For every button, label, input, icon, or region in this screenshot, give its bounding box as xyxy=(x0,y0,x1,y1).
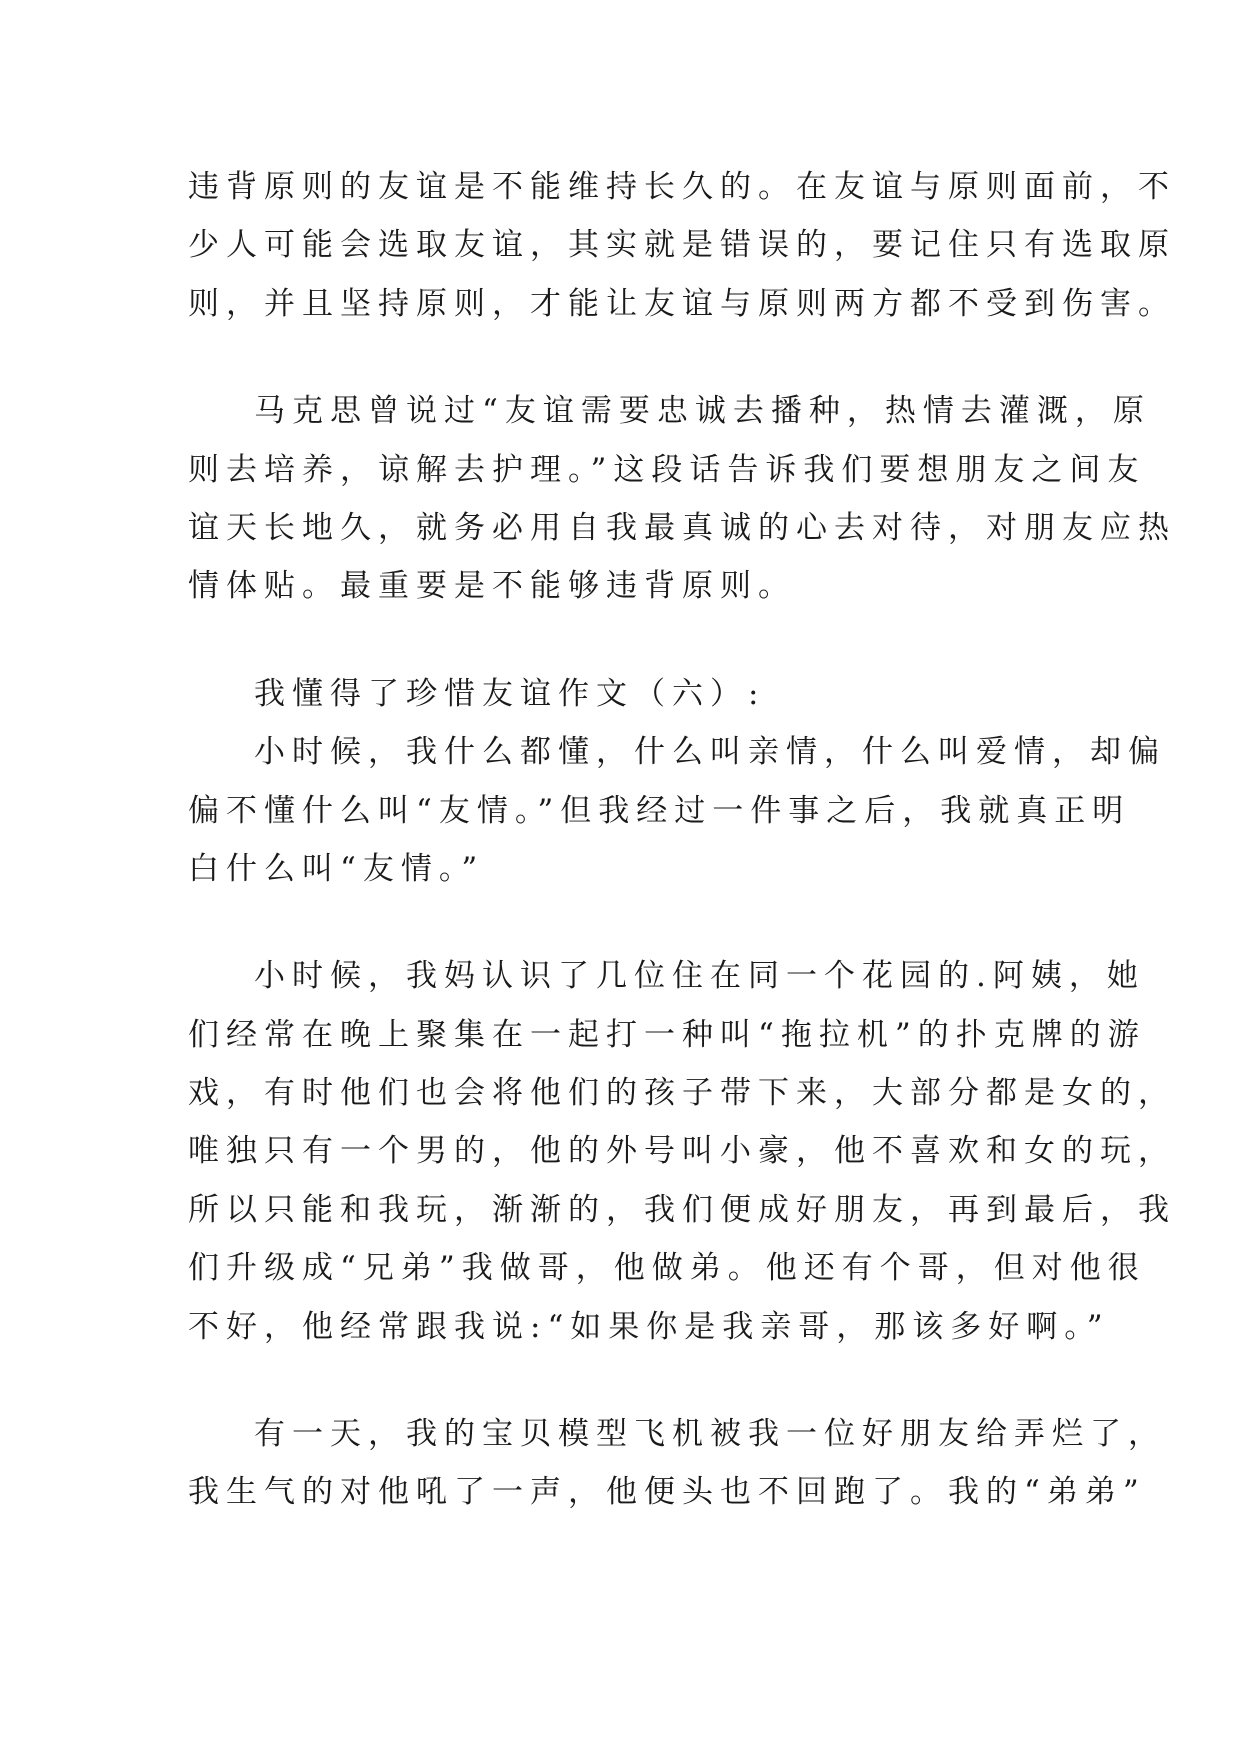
paragraph-spacer xyxy=(188,616,1068,665)
paragraph-spacer xyxy=(188,333,1068,382)
paragraph-2 xyxy=(188,382,1176,616)
paragraph-line: 戏，有时他们也会将他们的孩子带下来，大部分都是女的， xyxy=(188,1075,1176,1112)
paragraph-line: 违背原则的友谊是不能维持长久的。在友谊与原则面前，不 xyxy=(188,169,1176,205)
paragraph-line: 小时候，我妈认识了几位住在同一个花园的.阿姨，她 xyxy=(254,958,1145,995)
paragraph-line: 有一天，我的宝贝模型飞机被我一位好朋友给弄烂了， xyxy=(254,1416,1166,1453)
paragraph-line: 小时候，我什么都懂，什么叫亲情，什么叫爱情，却偏 xyxy=(254,734,1166,771)
paragraph-spacer xyxy=(188,1356,1068,1405)
section-heading xyxy=(188,665,1068,723)
paragraph-line: 唯独只有一个男的，他的外号叫小豪，他不喜欢和女的玩， xyxy=(188,1133,1176,1170)
paragraph-line: 我生气的对他吼了一声，他便头也不回跑了。我的“弟弟” xyxy=(188,1474,1146,1511)
document-body xyxy=(188,158,1176,1522)
paragraph-line: 则去培养，谅解去护理。”这段话告诉我们要想朋友之间友 xyxy=(188,451,1146,488)
paragraph-line: 们经常在晚上聚集在一起打一种叫“拖拉机”的扑克牌的游 xyxy=(188,1016,1146,1053)
paragraph-1 xyxy=(188,158,1176,333)
paragraph-spacer xyxy=(188,898,1068,947)
section-heading-text: 我懂得了珍惜友谊作文（六）: xyxy=(254,675,766,712)
paragraph-line: 白什么叫“友情。” xyxy=(188,850,485,887)
paragraph-line: 偏不懂什么叫“友情。”但我经过一件事之后，我就真正明 xyxy=(188,792,1131,829)
paragraph-line: 则，并且坚持原则，才能让友谊与原则两方都不受到伤害。 xyxy=(188,285,1176,322)
paragraph-line: 所以只能和我玩，渐渐的，我们便成好朋友，再到最后，我 xyxy=(188,1191,1176,1228)
paragraph-line: 不好，他经常跟我说:“如果你是我亲哥，那该多好啊。” xyxy=(188,1308,1110,1345)
paragraph-line: 们升级成“兄弟”我做哥，他做弟。他还有个哥，但对他很 xyxy=(188,1250,1146,1287)
paragraph-4 xyxy=(188,947,1176,1356)
paragraph-5 xyxy=(188,1405,1166,1522)
paragraph-line: 马克思曾说过“友谊需要忠诚去播种，热情去灌溉，原 xyxy=(254,393,1151,430)
paragraph-3 xyxy=(188,723,1166,898)
paragraph-line: 情体贴。最重要是不能够违背原则。 xyxy=(188,568,796,605)
paragraph-line: 谊天长地久，就务必用自我最真诚的心去对待，对朋友应热 xyxy=(188,509,1176,546)
paragraph-line: 少人可能会选取友谊，其实就是错误的，要记住只有选取原 xyxy=(188,227,1176,264)
